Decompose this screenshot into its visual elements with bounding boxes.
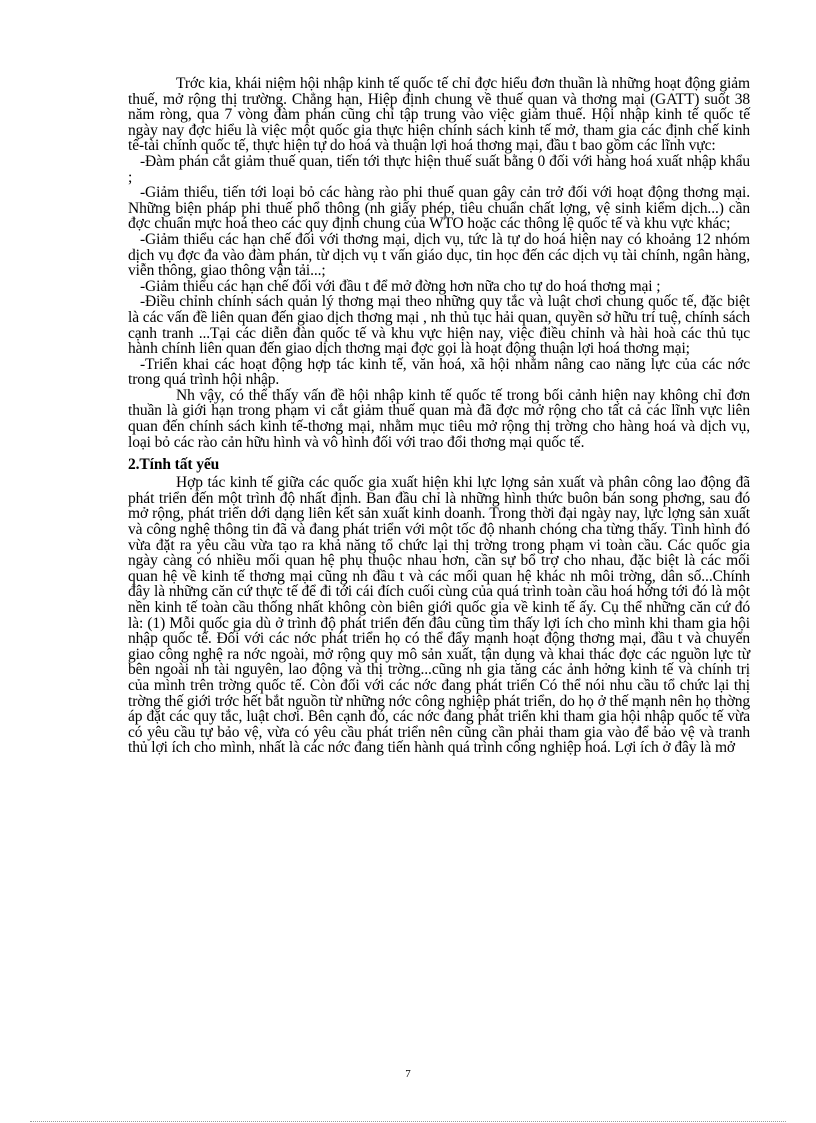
paragraph: -Giảm thiểu, tiến tới loại bỏ các hàng rào phi thuế quan gây cản trở đối với hoạt động thơng mại. Những biện pháp phi thuế phổ thông (nh giấy phép, tiêu chuẩn chất lợng, vệ sinh kiểm dịch...) cần đợc chuẩn mực hoá theo các quy định chung của WTO hoặc các thông lệ quốc tế và khu vực khác; [128, 184, 750, 233]
page-bottom-rule [30, 1121, 786, 1122]
paragraph: Nh vậy, có thể thấy vấn đề hội nhập kinh tế quốc tế trong bối cảnh hiện nay không chỉ đơn thuần là giới hạn trong phạm vi cắt giảm thuế quan mà đã đợc mở rộng cho tất cả các lĩnh vực liên quan đến chính sách kinh tế-thơng mại, nhằm mục tiêu mở rộng thị trờng cho hàng hoá và dịch vụ, loại bỏ các rào cản hữu hình và vô hình đối với trao đổi thơng mại quốc tế. [128, 386, 750, 451]
paragraph: Hợp tác kinh tế giữa các quốc gia xuất hiện khi lực lợng sản xuất và phân công lao động đã phát triển đến một trình độ nhất định. Ban đầu chỉ là những hình thức buôn bán song phơng, sau đó mở rộng, phát triển dới dạng liên kết sản xuất kinh doanh. Trong thời đại ngày nay, lực lợng sản xuất và công nghệ thông tin đã và đang phát triển với một tốc độ nhanh chóng cha từng thấy. Tình hình đó vừa đặt ra yêu cầu vừa tạo ra khả năng tổ chức lại thị trờng trong phạm vi toàn cầu. Các quốc gia ngày càng có nhiều mối quan hệ phụ thuộc nhau hơn, cần sự bổ trợ cho nhau, đặc biệt là các mối quan hệ về kinh tế thơng mại cũng nh đầu t và các mối quan hệ khác nh môi trờng, dân số...Chính đây là những căn cứ thực tế để đi tới cái đích cuối cùng của quá trình toàn cầu hoá hớng tới đó là một nền kinh tế toàn cầu thống nhất không còn biên giới quốc gia về kinh tế ấy. Cụ thể những căn cứ đó là: (1) Mỗi quốc gia dù ở trình độ phát triển đến đâu cũng tìm thấy lợi ích cho mình khi tham gia hội nhập quốc tế. Đối với các nớc phát triển họ có thể đẩy mạnh hoạt động thơng mại, đầu t và chuyển giao công nghệ ra nớc ngoài, mở rộng quy mô sản xuất, tận dụng và khai thác đợc các nguồn lực từ bên ngoài nh tài nguyên, lao động và thị trờng...cũng nh gia tăng các ảnh hởng kinh tế và chính trị của mình trên trờng quốc tế. Còn đối với các nớc đang phát triển Có thể nói nhu cầu tổ chức lại thị trờng thế giới trớc hết bắt nguồn từ những nớc công nghiệp phát triển, do họ ở thế mạnh nên họ thờng áp đặt các quy tắc, luật chơi. Bên cạnh đó, các nớc đang phát triển khi tham gia hội nhập quốc tế vừa có yêu cầu tự bảo vệ, vừa có yêu cầu phát triển nên cũng cần phải tham gia vào để bảo vệ và tranh thủ lợi ích cho mình, nhất là các nớc đang tiến hành quá trình công nghiệp hoá. Lợi ích ở đây là mở [128, 474, 750, 757]
intro-section [128, 76, 750, 450]
page-body [128, 76, 750, 756]
paragraph: -Triển khai các hoạt động hợp tác kinh tế, văn hoá, xã hội nhằm nâng cao năng lực của các nớc trong quá trình hội nhập. [128, 355, 750, 389]
page-number: 7 [405, 1068, 411, 1080]
paragraph: -Giảm thiểu các hạn chế đối với đầu t để mở đờng hơn nữa cho tự do hoá thơng mại ; [140, 277, 661, 295]
paragraph: Trớc kia, khái niệm hội nhập kinh tế quốc tế chỉ đợc hiểu đơn thuần là những hoạt động giảm thuế, mở rộng thị trường. Chẳng hạn, Hiệp định chung về thuế quan và thơng mại (GATT) suốt 38 năm ròng, qua 7 vòng đàm phán cũng chỉ tập trung vào việc giảm thuế. Hội nhập kinh tế quốc tế ngày nay đợc hiểu là việc một quốc gia thực hiện chính sách kinh tế mở, tham gia các định chế kinh tế-tài chính quốc tế, thực hiện tự do hoá và thuận lợi hoá thơng mại, đầu t bao gồm các lĩnh vực: [128, 75, 750, 155]
section-heading: 2.Tính tất yếu [128, 456, 220, 474]
paragraph: -Giảm thiểu các hạn chế đối với thơng mại, dịch vụ, tức là tự do hoá hiện nay có khoảng 12 nhóm dịch vụ đợc đa vào đàm phán, từ dịch vụ t vấn giáo dục, tin học đến các dịch vụ tài chính, ngân hàng, viễn thông, giao thông vận tải...; [128, 230, 750, 280]
paragraph: -Điều chỉnh chính sách quản lý thơng mại theo những quy tắc và luật chơi chung quốc tế, đặc biệt là các vấn đề liên quan đến giao dịch thơng mại , nh thủ tục hải quan, quyền sở hữu trí tuệ, chính sách cạnh tranh ...Tại các diễn đàn quốc tế và khu vực hiện nay, việc điều chỉnh và hài hoà các thủ tục hành chính liên quan đến giao dịch thơng mại đợc gọi là hoạt động thuận lợi hoá thơng mại; [128, 293, 750, 358]
paragraph: -Đàm phán cắt giảm thuế quan, tiến tới thực hiện thuế suất bằng 0 đối với hàng hoá xuất nhập khẩu ; [128, 152, 750, 186]
section-body [128, 475, 750, 756]
